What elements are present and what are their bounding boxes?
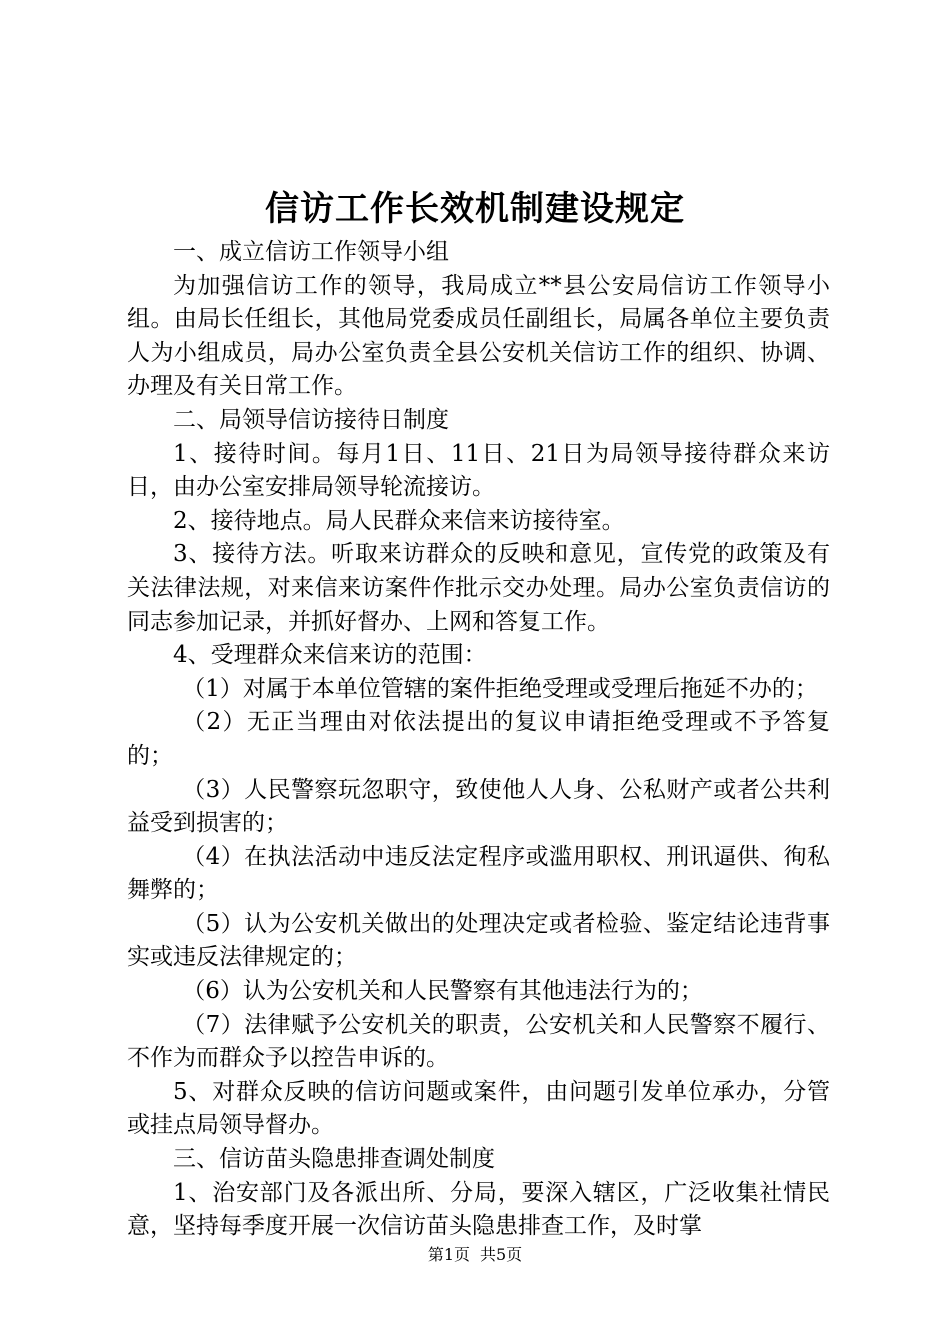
list-item: （5）认为公安机关做出的处理决定或者检验、鉴定结论违背事实或违反法律规定的；	[127, 910, 830, 971]
paragraph: 为加强信访工作的领导，我局成立**县公安局信访工作领导小组。由局长任组长，其他局党委成员任副组长，局属各单位主要负责人为小组成员，局办公室负责全县公安机关信访工作的组织、协调、办理及有关日常工作。	[127, 272, 830, 400]
paragraph: 1、治安部门及各派出所、分局，要深入辖区，广泛收集社情民意，坚持每季度开展一次信访苗头隐患排查工作，及时掌	[127, 1179, 830, 1240]
page-footer	[0, 1244, 950, 1266]
paragraph: 3、接待方法。听取来访群众的反映和意见，宣传党的政策及有关法律法规，对来信来访案件作批示交办处理。局办公室负责信访的同志参加记录，并抓好督办、上网和答复工作。	[127, 541, 830, 635]
paragraph: 1、接待时间。每月1日、11日、21日为局领导接待群众来访日，由办公室安排局领导轮流接访。	[127, 440, 830, 501]
list-item: （1）对属于本单位管辖的案件拒绝受理或受理后拖延不办的；	[182, 675, 818, 702]
document-body	[127, 236, 830, 1244]
list-item: （7）法律赋予公安机关的职责，公安机关和人民警察不履行、不作为而群众予以控告申诉的。	[127, 1011, 830, 1072]
document-title: 信访工作长效机制建设规定	[265, 189, 685, 229]
list-item: （2）无正当理由对依法提出的复议申请拒绝受理或不予答复的；	[127, 709, 830, 769]
paragraph: 5、对群众反映的信访问题或案件，由问题引发单位承办，分管或挂点局领导督办。	[127, 1078, 830, 1139]
section-heading: 三、信访苗头隐患排查调处制度	[173, 1146, 495, 1173]
section-heading: 一、成立信访工作领导小组	[173, 239, 449, 265]
page-total: 共5页	[480, 1245, 523, 1264]
list-item: （3）人民警察玩忽职守，致使他人人身、公私财产或者公共利益受到损害的；	[127, 776, 830, 837]
list-item: （6）认为公安机关和人民警察有其他违法行为的；	[182, 978, 703, 1005]
paragraph: 2、接待地点。局人民群众来信来访接待室。	[173, 507, 625, 534]
paragraph: 4、受理群众来信来访的范围：	[173, 642, 487, 669]
section-heading: 二、局领导信访接待日制度	[173, 406, 449, 433]
list-item: （4）在执法活动中违反法定程序或滥用职权、刑讯逼供、徇私舞弊的；	[127, 843, 830, 904]
page-number: 第1页	[427, 1245, 470, 1264]
